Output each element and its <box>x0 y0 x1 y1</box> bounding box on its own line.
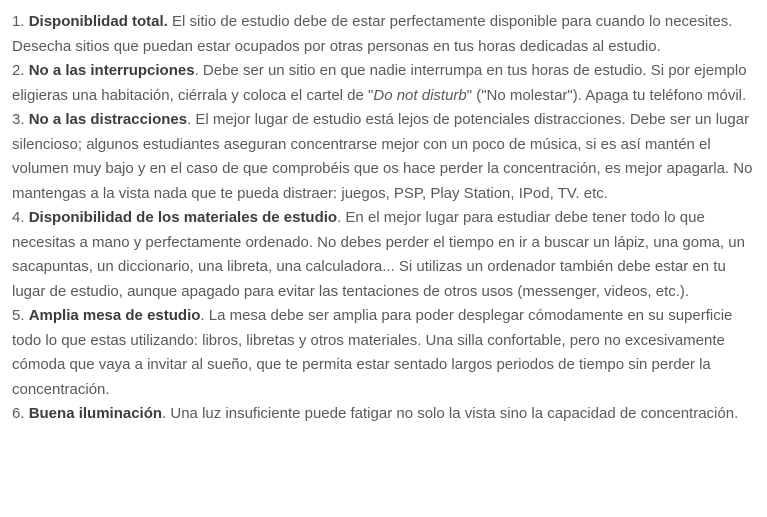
item-emphasis: Do not disturb <box>373 86 467 104</box>
list-item <box>12 304 755 402</box>
list-item <box>12 59 755 108</box>
item-text: . Debe ser un sitio en que nadie interrumpa en tus horas de estudio. Si por ejemplo eligieras una habitación, ciérrala y coloca el cartel de " <box>12 62 747 104</box>
item-number: 3. <box>12 111 29 128</box>
item-number: 6. <box>12 405 29 422</box>
item-lead: Amplia mesa de estudio <box>28 307 201 324</box>
item-text: . Una luz insuficiente puede fatigar no solo la vista sino la capacidad de concentración. <box>162 405 739 422</box>
list-item <box>12 10 755 59</box>
item-text: . El mejor lugar de estudio está lejos de potenciales distracciones. Debe ser un lugar silencioso; algunos estudiantes aseguran concentrarse mejor con un poco de música, si es así mantén el volumen muy bajo y en el caso de que comprobéis que os hace perder la concentración, es mejor apagarla. No mantengas a la vista nada que te pueda distraer: juegos, PSP, Play Station, IPod, TV. etc. <box>12 111 753 202</box>
item-text-tail: " ("No molestar"). Apaga tu teléfono móvil. <box>466 86 747 104</box>
item-lead: Disponiblidad total. <box>28 13 168 30</box>
item-number: 5. <box>12 307 29 324</box>
item-number: 2. <box>12 62 29 79</box>
item-number: 1. <box>12 13 29 30</box>
list-item <box>12 206 755 304</box>
item-lead: Buena iluminación <box>28 405 163 422</box>
item-text: . La mesa debe ser amplia para poder desplegar cómodamente en su superficie todo lo que estas utilizando: libros, libretas y otros materiales. Una silla confortable, pero no excesivamente cómoda que vaya a invitar al sueño, que te permita estar sentado largos periodos de tiempo sin perder la concentración. <box>12 307 733 398</box>
item-number: 4. <box>12 209 29 226</box>
item-lead: Disponibilidad de los materiales de estudio <box>28 209 338 226</box>
list-item <box>12 402 755 427</box>
item-text: El sitio de estudio debe de estar perfectamente disponible para cuando lo necesites. Desecha sitios que puedan estar ocupados por otras personas en tus horas dedicadas al estudio. <box>12 13 733 55</box>
item-lead: No a las distracciones <box>28 111 188 128</box>
list-item <box>12 108 755 206</box>
item-text: . En el mejor lugar para estudiar debe tener todo lo que necesitas a mano y perfectamente ordenado. No debes perder el tiempo en ir a buscar un lápiz, una goma, un sacapuntas, un diccionario, una libreta, una calculadora... Si utilizas un ordenador también debe estar en tu lugar de estudio, aunque apagado para evitar las tentaciones de otros usos (messenger, videos, etc.). <box>12 209 745 300</box>
item-lead: No a las interrupciones <box>28 62 195 79</box>
